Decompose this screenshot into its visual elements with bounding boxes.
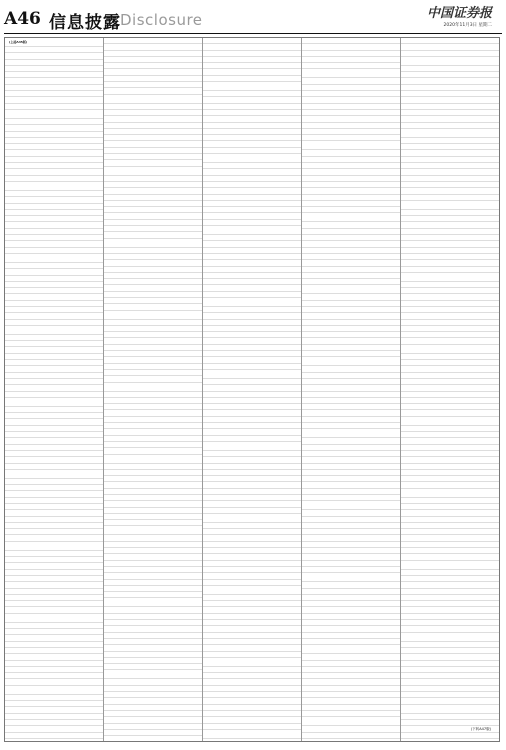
table-row (302, 717, 400, 726)
table-row (203, 226, 301, 235)
table-row (5, 470, 103, 479)
table-row (104, 736, 202, 741)
table-row (5, 182, 103, 191)
issue-date: 2020年11月3日 星期二 (443, 23, 492, 28)
table-column (5, 38, 104, 741)
newspaper-logo: 中国证券报 (426, 6, 492, 21)
table-row (203, 658, 301, 667)
table-row (302, 429, 400, 438)
table-row (302, 357, 400, 366)
table-row (104, 383, 202, 392)
table-row (5, 614, 103, 623)
section-title-cn: 信息披露 (49, 13, 121, 33)
table-row (401, 489, 499, 498)
table-row (401, 739, 499, 741)
table-row (401, 273, 499, 282)
table-row (401, 633, 499, 642)
table-row (203, 442, 301, 451)
table-row (203, 730, 301, 739)
table-row (104, 239, 202, 248)
table-row (203, 514, 301, 523)
table-row (401, 561, 499, 570)
table-row (104, 311, 202, 320)
table-row (401, 705, 499, 714)
table-row (203, 739, 301, 741)
table-row (401, 345, 499, 354)
table-row (302, 573, 400, 582)
table-row (302, 213, 400, 222)
page-number: A46 (4, 9, 41, 29)
table-row (104, 167, 202, 176)
masthead (0, 0, 506, 38)
table-row (104, 526, 202, 535)
table-row (401, 201, 499, 210)
table-row (302, 645, 400, 654)
continued-to-label: (下转A47版) (470, 727, 491, 731)
table-row (203, 586, 301, 595)
table-row (104, 455, 202, 464)
disclosure-table-frame (4, 37, 500, 742)
table-column (104, 38, 203, 741)
table-columns (5, 38, 499, 741)
continued-from-label: (上接A45版) (9, 40, 28, 44)
table-row (302, 739, 400, 741)
table-row (401, 417, 499, 426)
table-row (302, 285, 400, 294)
table-column (203, 38, 302, 741)
table-column (302, 38, 401, 741)
table-row (5, 398, 103, 407)
table-row (5, 686, 103, 695)
table-column (401, 38, 499, 741)
table-row (5, 739, 103, 741)
table-row (302, 141, 400, 150)
table-row (203, 82, 301, 91)
table-row (104, 95, 202, 104)
table-row (203, 298, 301, 307)
table-row (104, 598, 202, 607)
table-row (401, 57, 499, 66)
table-row (203, 154, 301, 163)
section-title-en: Disclosure (120, 11, 203, 29)
table-row (302, 501, 400, 510)
table-row (5, 542, 103, 551)
table-row (104, 670, 202, 679)
table-row (401, 129, 499, 138)
table-row (302, 69, 400, 78)
table-row (203, 370, 301, 379)
table-row (5, 326, 103, 335)
table-row (5, 110, 103, 119)
table-row (5, 254, 103, 263)
masthead-rule (4, 33, 502, 34)
